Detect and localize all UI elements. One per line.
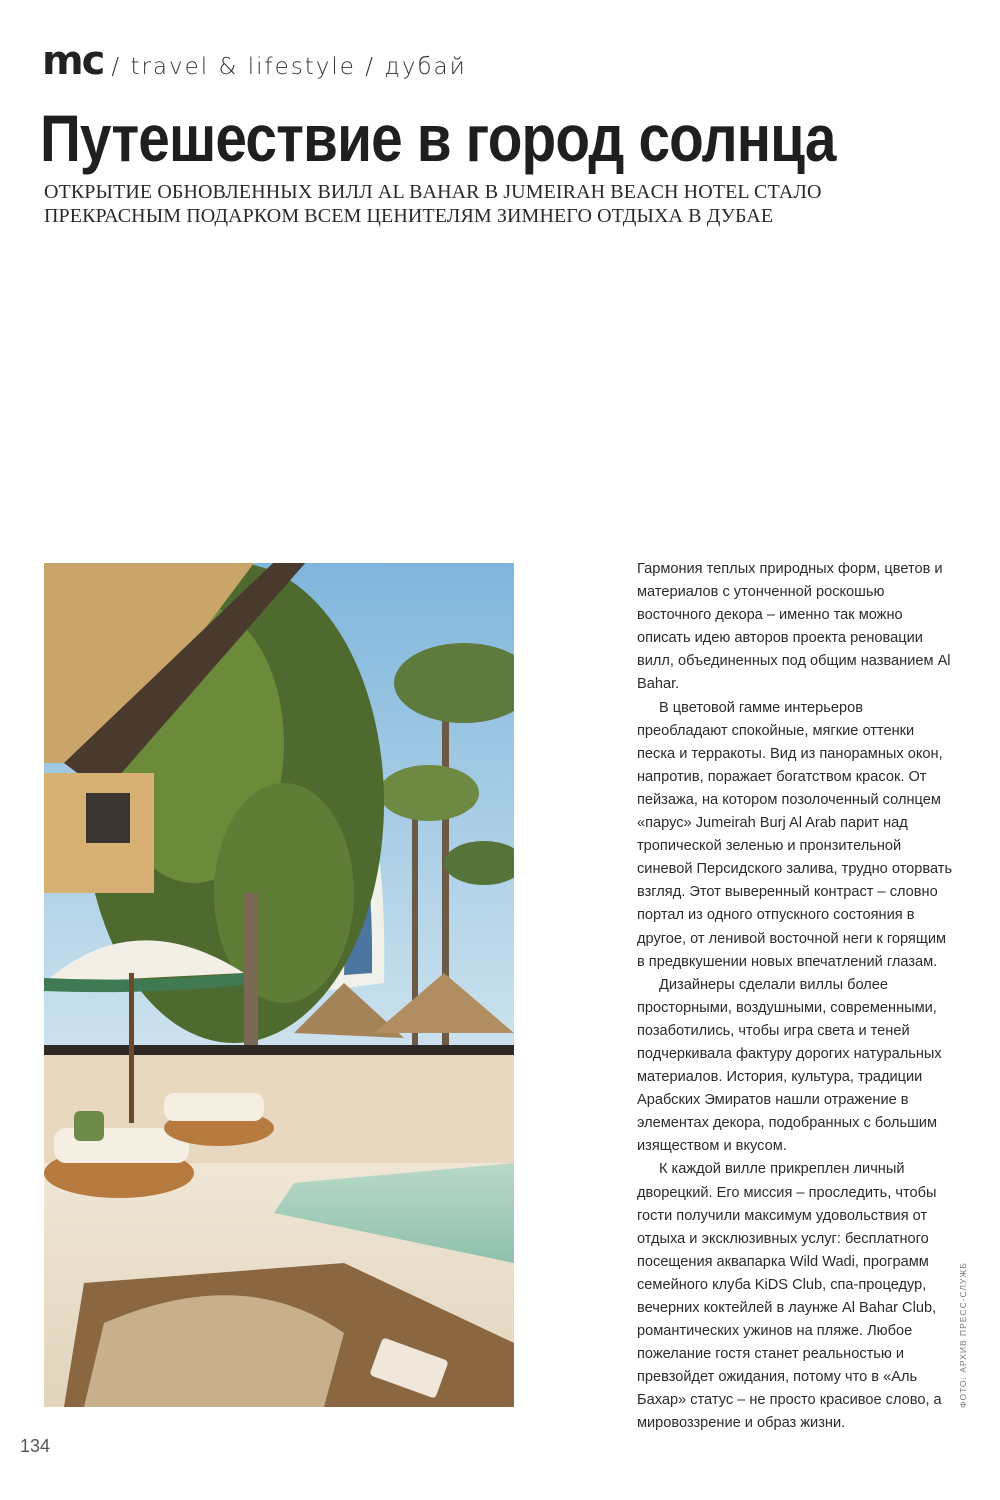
page-number: 134: [20, 1436, 51, 1456]
article-title: Путешествие в город солнца: [40, 101, 836, 175]
photo-credit: ФОТО: АРХИВ ПРЕСС-СЛУЖБ: [958, 1262, 968, 1408]
article-lead: ОТКРЫТИЕ ОБНОВЛЕННЫХ ВИЛЛ AL BAHAR В JUMEIRAH BEACH HOTEL СТАЛО ПРЕКРАСНЫМ ПОДАРКОМ ВСЕМ ЦЕНИТЕЛЯМ ЗИМНЕГО ОТДЫХА В ДУБАЕ: [44, 181, 822, 227]
magazine-header: [42, 38, 467, 84]
body-paragraph: В цветовой гамме интерьеров преобладают спокойные, мягкие оттенки песка и терракоты. Вид из панорамных окон, напротив, поражает богатством красок. От пейзажа, на котором позолоченный солнцем «парус» Jumeirah Burj Al Arab парит над тропической зеленью и пронзительной синевой Персидского залива, трудно оторвать взгляд. Этот выверенный контраст – словно портал из одного отпускного состояния в другое, от ленивой восточной неги к горящим в предвкушении новых впечатлений глазам.: [637, 699, 953, 970]
body-paragraph: К каждой вилле прикреплен личный дворецкий. Его миссия – проследить, чтобы гости получили максимум удовольствия от отдыха и эксклюзивных услуг: бесплатного посещения аквапарка Wild Wadi, программ семейного клуба KiDS Club, спа-процедур, вечерних коктейлей в лаунже Al Bahar Club, романтических ужинов на пляже. Любое пожелание гостя станет реальностью и превзойдет ожидания, потому что в «Аль Бахар» статус – не просто красивое слово, а мировоззрение и образ жизни.: [637, 1161, 942, 1432]
magazine-logo: mc: [42, 38, 104, 84]
villa-terrace-photo: [44, 563, 514, 1407]
body-paragraph: Гармония теплых природных форм, цветов и материалов с утонченной роскошью восточного декора – именно так можно описать идею авторов проекта реновации вилл, объединенных под общим названием Al Bahar.: [637, 561, 951, 693]
body-paragraph: Дизайнеры сделали виллы более просторными, воздушными, современными, позаботились, чтобы игра света и теней подчеркивала фактуру дорогих натуральных материалов. История, культура, традиции Арабских Эмиратов нашли отражение в элементах декора, подобранных с большим изяществом и вкусом.: [637, 976, 942, 1155]
section-breadcrumb: / travel & lifestyle / дубай: [111, 54, 467, 80]
article-body: [637, 558, 953, 1436]
